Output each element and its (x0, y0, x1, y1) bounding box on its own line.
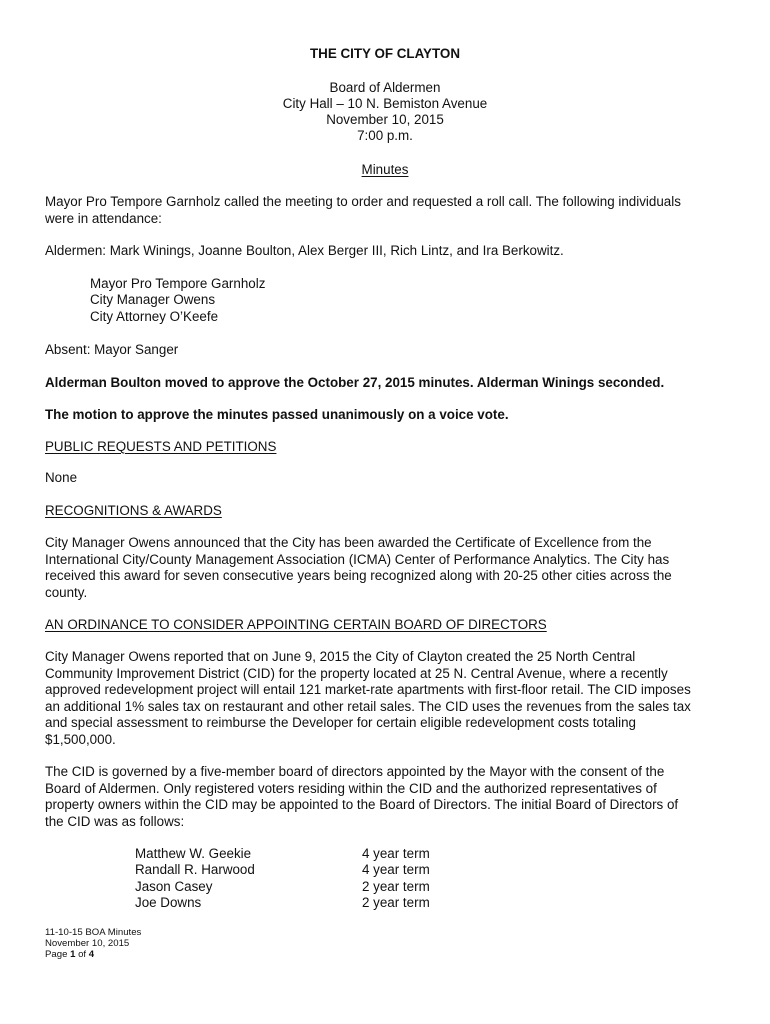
director-name: Joe Downs (135, 895, 202, 910)
attendance-intro (45, 194, 730, 227)
page-of: of (75, 949, 89, 960)
director-term: 2 year term (362, 895, 430, 910)
footer-page-number (45, 949, 94, 960)
public-requests-heading: PUBLIC REQUESTS AND PETITIONS (45, 439, 277, 454)
paragraph-line: Mayor Pro Tempore Garnholz called the meeting to order and requested a roll call. The following individuals (45, 194, 681, 209)
official-item: Mayor Pro Tempore Garnholz (90, 276, 266, 291)
paragraph-line: county. (45, 584, 88, 600)
recognitions-body (45, 535, 730, 601)
ordinance-paragraph-1 (45, 649, 730, 749)
paragraph-line: City Manager Owens reported that on June 9, 2015 the City of Clayton created the 25 North Central (45, 649, 636, 664)
paragraph-line: Board of Aldermen. Only registered voters residing within the CID and the authorized representatives of (45, 780, 657, 796)
public-requests-body: None (45, 470, 78, 485)
paragraph-line: an additional 1% sales tax on restaurant and other retail sales. The CID uses the revenues from the sales tax (45, 698, 691, 714)
paragraph-line: were in attendance: (45, 210, 162, 226)
motion-result: The motion to approve the minutes passed unanimously on a voice vote. (45, 407, 509, 422)
official-item: City Attorney O’Keefe (90, 309, 219, 324)
meeting-address: City Hall – 10 N. Bemiston Avenue (282, 96, 488, 111)
recognitions-heading: RECOGNITIONS & AWARDS (45, 503, 222, 518)
meeting-date: November 10, 2015 (326, 112, 444, 127)
director-term: 4 year term (362, 846, 430, 861)
minutes-title: Minutes (361, 162, 409, 177)
paragraph-line: International City/County Management Association (ICMA) Center of Performance Analytics. The City has (45, 551, 670, 567)
paragraph-line: property owners within the CID may be appointed to the Board of Directors. The initial Board of Directors of (45, 797, 679, 813)
footer-doc-name: 11-10-15 BOA Minutes (45, 927, 142, 938)
paragraph-line: $1,500,000. (45, 731, 116, 747)
paragraph-line: Community Improvement District (CID) for the property located at 25 N. Central Avenue, where a recently (45, 665, 668, 681)
minutes-title-wrap (0, 162, 770, 179)
page-total: 4 (88, 949, 95, 960)
ordinance-heading: AN ORDINANCE TO CONSIDER APPOINTING CERTAIN BOARD OF DIRECTORS (45, 617, 547, 632)
section-heading-wrap (45, 503, 222, 520)
paragraph-line: received this award for seven consecutive years being recognized along with 20-25 other cities across the (45, 568, 672, 584)
director-term: 4 year term (362, 862, 430, 877)
paragraph-line: City Manager Owens announced that the City has been awarded the Certificate of Excellence from the (45, 535, 652, 550)
footer-date: November 10, 2015 (45, 938, 130, 949)
board-name: Board of Aldermen (329, 80, 441, 95)
city-title: THE CITY OF CLAYTON (309, 46, 461, 61)
section-heading-wrap (45, 617, 547, 634)
paragraph-line: the CID was as follows: (45, 813, 185, 829)
aldermen-list: Aldermen: Mark Winings, Joanne Boulton, Alex Berger III, Rich Lintz, and Ira Berkowitz. (45, 243, 564, 258)
paragraph-line: The CID is governed by a five-member board of directors appointed by the Mayor with the consent of the (45, 764, 665, 779)
director-name: Jason Casey (135, 879, 213, 894)
section-heading-wrap (45, 439, 276, 456)
director-term: 2 year term (362, 879, 430, 894)
motion-approve: Alderman Boulton moved to approve the October 27, 2015 minutes. Alderman Winings seconded. (45, 375, 665, 390)
paragraph-line: and special assessment to reimburse the Developer for certain eligible redevelopment costs totaling (45, 715, 636, 731)
meeting-time: 7:00 p.m. (357, 128, 413, 143)
ordinance-paragraph-2 (45, 764, 730, 830)
absent-line: Absent: Mayor Sanger (45, 342, 179, 357)
page-prefix: Page (45, 949, 71, 960)
page-current: 1 (70, 949, 76, 960)
paragraph-line: approved redevelopment project will entail 121 market-rate apartments with first-floor retail. The CID imposes (45, 682, 691, 698)
director-name: Randall R. Harwood (135, 862, 255, 877)
official-item: City Manager Owens (90, 292, 216, 307)
director-name: Matthew W. Geekie (135, 846, 252, 861)
